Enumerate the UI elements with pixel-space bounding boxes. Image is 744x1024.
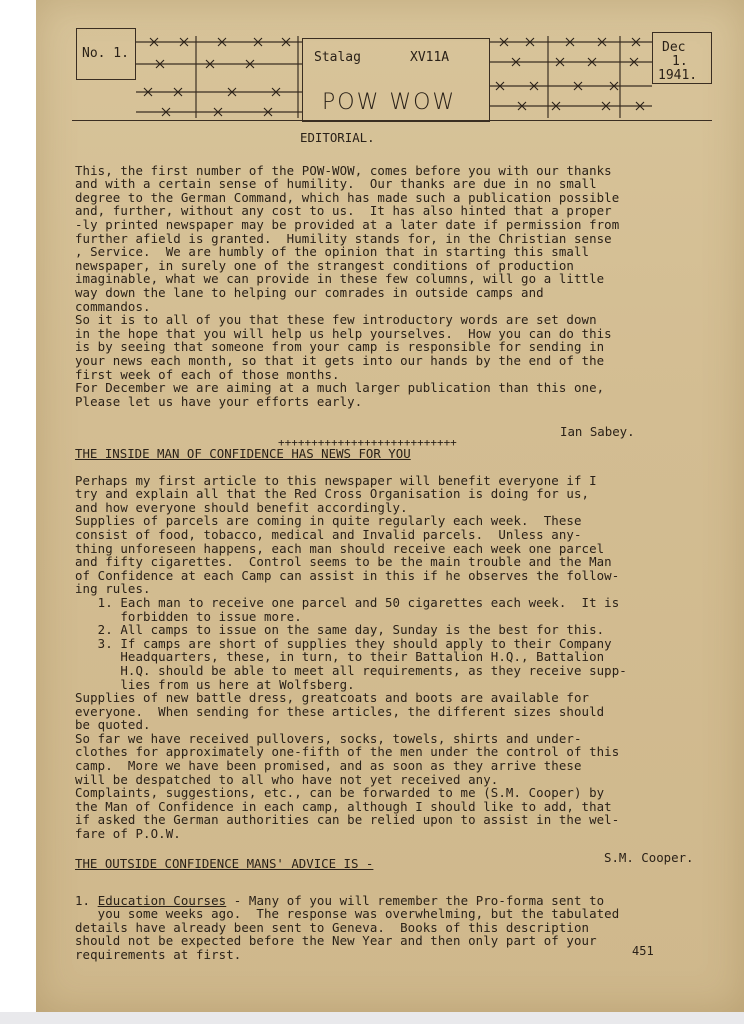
list-item: H.Q. should be able to meet all requirements, as they receive supp-	[75, 662, 627, 678]
text-line: camp. More we have been promised, and as soon as they arrive these	[75, 758, 582, 774]
text-line: if asked the German authorities can be relied upon to assist in the wel-	[75, 812, 620, 828]
confidence-signature: S.M. Cooper.	[604, 850, 694, 865]
camp-number: XV11A	[410, 50, 450, 65]
text-line: - Many of you will remember the Pro-forma sent to	[226, 892, 605, 908]
text-line: and with a certain sense of humility. Our thanks are due in no small	[75, 176, 597, 192]
text-line: should not be expected before the New Year and then only part of your	[75, 933, 597, 949]
text-line: For December we are aiming at a much larger publication than this one,	[75, 380, 605, 396]
list-item: 3. If camps are short of supplies they should apply to their Company	[75, 635, 612, 651]
text-line: consist of food, tobacco, medical and Invalid parcels. Unless any-	[75, 526, 582, 542]
outside-body	[75, 880, 715, 975]
text-line: Please let us have your efforts early.	[75, 393, 363, 409]
masthead-rule	[72, 120, 712, 121]
text-line: you some weeks ago. The response was overwhelming, but the tabulated	[75, 906, 620, 922]
page-number: 451	[632, 944, 654, 958]
barbed-wire-left-icon	[136, 34, 302, 118]
text-line: requirements at first.	[75, 946, 242, 962]
camp-label: Stalag	[314, 50, 361, 65]
newsletter-title: POW WOW	[322, 90, 457, 115]
text-line: newspaper, in surely one of the strangest conditions of production	[75, 257, 574, 273]
scan-background	[0, 1012, 744, 1024]
list-item: Headquarters, these, in turn, to their Battalion H.Q., Battalion	[75, 649, 605, 665]
text-line: So it is to all of you that these few introductory words are set down	[75, 312, 597, 328]
text-line: imaginable, what we can provide in these few columns, will go a little	[75, 271, 605, 287]
text-line: Supplies of parcels are coming in quite regularly each week. These	[75, 513, 582, 529]
text-line: be quoted.	[75, 717, 151, 733]
text-line: ing rules.	[75, 581, 151, 597]
item-title: Education Courses	[97, 892, 227, 908]
text-line: This, the first number of the POW-WOW, comes before you with our thanks	[75, 162, 612, 178]
text-line: So far we have received pullovers, socks, towels, shirts and under-	[75, 730, 582, 746]
date-day: 1.	[672, 54, 688, 69]
text-line: and how everyone should benefit accordingly.	[75, 499, 408, 515]
text-line: thing unforeseen happens, each man should receive each week one parcel	[75, 540, 605, 556]
text-line: way down the lane to helping our comrades in outside camps and	[75, 284, 544, 300]
editorial-signature: Ian Sabey.	[560, 424, 635, 439]
text-line: , Service. We are humbly of the opinion that in starting this small	[75, 244, 590, 260]
item-number: 1.	[75, 892, 98, 908]
text-line: Supplies of new battle dress, greatcoats and boots are available for	[75, 690, 590, 706]
text-line: try and explain all that the Red Cross Organisation is doing for us,	[75, 486, 590, 502]
text-line: everyone. When sending for these articles, the different sizes should	[75, 703, 605, 719]
text-line: clothes for approximately one-fifth of the men under the control of this	[75, 744, 620, 760]
list-item: lies from us here at Wolfsberg.	[75, 676, 355, 692]
text-line: -ly printed newspaper may be provided at a later date if permission from	[75, 216, 620, 232]
text-line: Complaints, suggestions, etc., can be forwarded to me (S.M. Cooper) by	[75, 785, 605, 801]
outside-first-line	[75, 894, 715, 908]
text-line: Perhaps my first article to this newspaper will benefit everyone if I	[75, 472, 597, 488]
text-line: fare of P.O.W.	[75, 826, 181, 842]
list-item: forbidden to issue more.	[75, 608, 302, 624]
outside-heading: THE OUTSIDE CONFIDENCE MANS' ADVICE IS -	[75, 856, 374, 871]
text-line: details have already been sent to Geneva. Books of this description	[75, 919, 590, 935]
date-year: 1941.	[658, 68, 698, 83]
issue-number: No. 1.	[82, 46, 129, 61]
confidence-body	[75, 460, 715, 854]
text-line: degree to the German Command, which has made such a publication possible	[75, 189, 620, 205]
list-item: 2. All camps to issue on the same day, Sunday is the best for this.	[75, 622, 605, 638]
confidence-heading: THE INSIDE MAN OF CONFIDENCE HAS NEWS FOR YOU	[75, 446, 411, 461]
text-line: will be despatched to all who have not yet received any.	[75, 771, 499, 787]
text-line: is by seeing that someone from your camp is responsible for sending in	[75, 339, 605, 355]
editorial-heading: EDITORIAL.	[300, 130, 375, 145]
separator-line: +++++++++++++++++++++++++++	[278, 436, 457, 449]
list-item: 1. Each man to receive one parcel and 50 cigarettes each week. It is	[75, 594, 620, 610]
barbed-wire-right-icon	[490, 34, 652, 118]
text-line: your news each month, so that it gets into our hands by the end of the	[75, 352, 605, 368]
text-line: commandos.	[75, 298, 151, 314]
text-line: in the hope that you will help us help yourselves. How you can do this	[75, 325, 612, 341]
editorial-body	[75, 150, 715, 422]
text-line: the Man of Confidence in each camp, although I should like to add, that	[75, 798, 612, 814]
text-line: and, further, without any cost to us. It has also hinted that a proper	[75, 203, 612, 219]
date-month: Dec	[662, 40, 686, 55]
text-line: and fifty cigarettes. Control seems to be the main trouble and the Man	[75, 554, 612, 570]
text-line: further afield is granted. Humility stands for, in the Christian sense	[75, 230, 612, 246]
text-line: first week of each of those months.	[75, 366, 340, 382]
text-line: of Confidence at each Camp can assist in this if he observes the follow-	[75, 567, 620, 583]
